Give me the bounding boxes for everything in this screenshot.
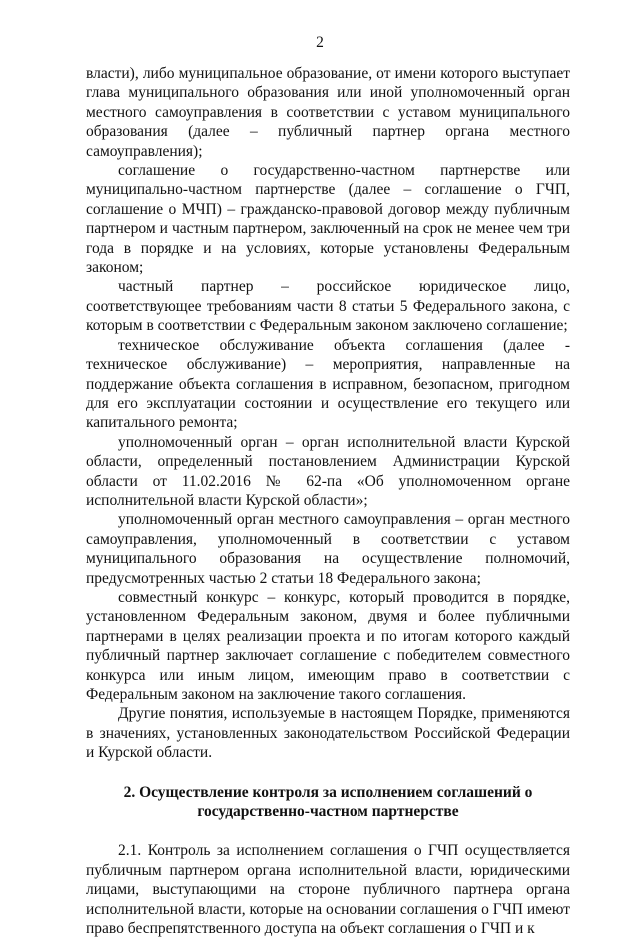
- paragraph-definition-maintenance: техническое обслуживание объекта соглашения (далее - техническое обслуживание) – мероприятия, направленные на поддержание объекта соглашения в исправном, безопасном, пригодном для его эксплуатации состоянии и осуществление его текущего или капитального ремонта;: [86, 336, 570, 432]
- paragraph-2-1: 2.1. Контроль за исполнением соглашения о ГЧП осуществляется публичным партнером органа исполнительной власти, юридическими лицами, выступающими на стороне публичного партнера органа исполнительной власти, которые на основании соглашения о ГЧП имеют право беспрепятственного доступа на объект соглашения о ГЧП и к: [86, 842, 570, 938]
- paragraph-definition-joint-competition: совместный конкурс – конкурс, который проводится в порядке, установленном Федеральным законом, двумя и более публичными партнерами в целях реализации проекта и по итогам которого каждый публичный партнер заключает соглашение с победителем совместного конкурса или иным лицом, имеющим право в соответствии с Федеральным законом на заключение такого соглашения.: [86, 588, 570, 703]
- paragraph-definition-authorized-body: уполномоченный орган – орган исполнительной власти Курской области, определенный постановлением Администрации Курской области от 11.02.2016 № 62-па «Об уполномоченном органе исполнительной власти Курской области»;: [86, 433, 570, 509]
- paragraph-definition-agreement: соглашение о государственно-частном партнерстве или муниципально-частном партнерстве (далее – соглашение о ГЧП, соглашение о МЧП) – гражданско-правовой договор между публичным партнером и частным партнером, заключенный на срок не менее чем три года в порядке и на условиях, которые установлены Федеральным законом;: [86, 162, 570, 277]
- paragraph-definition-local-authorized-body: уполномоченный орган местного самоуправления – орган местного самоуправления, уполномоченный в соответствии с уставом муниципального образования на осуществление полномочий, предусмотренных частью 2 статьи 18 Федерального закона;: [86, 511, 570, 587]
- page-number: 2: [316, 34, 324, 51]
- document-body: [86, 64, 570, 938]
- section-heading: 2. Осуществление контроля за исполнением соглашений о государственно-частном партнерстве: [123, 783, 533, 821]
- paragraph-continuation: власти), либо муниципальное образование, от имени которого выступает глава муниципального образования или иной уполномоченный орган местного самоуправления в соответствии с уставом муниципального образования (далее – публичный партнер органа местного самоуправления);: [86, 65, 570, 160]
- paragraph-other-concepts: Другие понятия, используемые в настоящем Порядке, применяются в значениях, установленных законодательством Российской Федерации и Курской области.: [86, 705, 570, 762]
- paragraph-definition-private-partner: частный партнер – российское юридическое лицо, соответствующее требованиям части 8 статьи 5 Федерального закона, с которым в соответствии с Федеральным законом заключено соглашение;: [86, 278, 570, 335]
